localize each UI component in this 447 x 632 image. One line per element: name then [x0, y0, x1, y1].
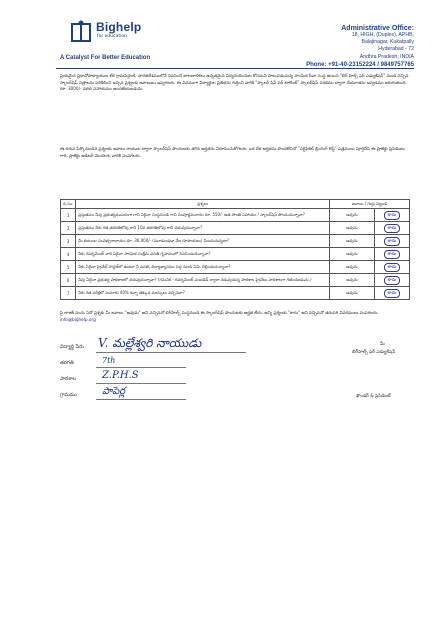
row-number: 6 [61, 274, 76, 287]
address-line: Andhra Pradesh, INDIA [359, 53, 414, 60]
row-number: 7 [61, 287, 76, 300]
handwritten-mark: కాదు [384, 211, 400, 220]
handwritten-mark: కాదు [384, 276, 400, 285]
table-row [61, 287, 410, 300]
school-line [96, 383, 186, 384]
signature-block [60, 338, 410, 408]
answer-mark-cell[interactable] [375, 222, 410, 235]
village-value[interactable]: పాపెర్ల [102, 386, 126, 397]
bighelp-logo [70, 20, 185, 60]
answer-yes: అవును [330, 274, 375, 287]
answer-mark-cell[interactable] [375, 287, 410, 300]
questionnaire-table [60, 199, 410, 300]
table-row [61, 274, 410, 287]
col-answer: జవాబు / గుర్తు పెట్టండి [330, 200, 410, 209]
handwritten-mark: కాదు [384, 224, 400, 233]
table-row [61, 209, 410, 222]
question-text: మీ కుటుంబ సంవత్సరాదాయం రూ. 36,000/- (మూడుండడా వేల రూపాయలు) మించుచున్నదా? [76, 235, 330, 248]
instruction-paragraph: ఈ దిగువ పేర్కొనబడిన ప్రశ్నలకు జవాబు రాయుట ద్వారా స్కాలర్‌షిప్ పొందుటకు తగిన అర్హతను నిరూపించుకోగలరు. ఒక వేళ అర్హతను పొందలేనిచో "సర్టిఫికెట్ బ్రింగింగ్ లెస్ట్" పత్రములు పూర్తిచేసి ఈ ప్రాజెక్టు ప్రెసిడెంటు గారి, ప్రాజెక్టు ఆడిటర్ మొదలగు వారికి పంపగలరు. [60, 146, 405, 158]
question-text: నీకు ఏదైనా ప్రైవేట్ హాస్టల్‌లో ఉంటూ నీ వసతి, విద్యాభ్యాసము పెద్ద నుండి ఏమి చెల్లించుచున్నావా? [76, 261, 330, 274]
brand-tagline: for education [97, 34, 127, 39]
book-logo-icon [70, 20, 92, 44]
village-label: గ్రామము [60, 392, 77, 398]
answer-yes: అవును [330, 261, 375, 274]
organization-name: బిగ్‌హెల్ప్ ఫర్ ఎడ్యుకేషన్ [352, 350, 396, 355]
answer-mark-cell[interactable] [375, 235, 410, 248]
row-number: 5 [61, 261, 76, 274]
table-row [61, 235, 410, 248]
answer-yes: అవును [330, 235, 375, 248]
phone-number: Phone: +91-40-23152224 / 9849757765 [306, 61, 414, 68]
student-name-label: విద్యార్థి పేరు [60, 344, 84, 350]
table-row [61, 222, 410, 235]
address-line: 18, HIGH, (Duplex), APHB, [351, 32, 414, 38]
answer-mark-cell[interactable] [375, 261, 410, 274]
office-address-block [244, 25, 414, 68]
header-divider [56, 68, 414, 69]
village-line [96, 399, 186, 400]
answer-yes: అవును [330, 287, 375, 300]
class-line [96, 367, 186, 368]
table-row [61, 261, 410, 274]
intro-paragraph: ప్రియమైన ప్రధానోపాధ్యాయుల లేక గ్రామపెద్దలకి, భారతదేశములోనే నివసించే బాలబాలికలు ఉన్నతమైన విద్యనందించుట కోసమని పాటుపడుచున్న సాంఘిక సేవా సంస్థ అయిన "బిగ్ హెల్ప్ ఫర్ ఎడ్యుకేషన్" నుండి వచ్చిన స్కాలర్‌షిప్ పత్రాలను పరిశీలించి ఇచ్చిన ప్రశ్నలకు జవాబులు ఇవ్వగలరు. ఈ విధముగా విద్యార్థుల ప్రతిభను గుర్తించి వారికి "స్కాలర్ షిప్ ఫర్ టాలెంట్" స్కాలర్‌షిప్ పథకము ద్వారా చేయూతను ఇవ్వడము జరుగుతుంది. రూ. 3000/- వరకు సహాయము అందజేయబడును. [60, 73, 409, 92]
closing-paragraph [60, 310, 412, 323]
contact-email[interactable]: info@bighelp.org [60, 316, 96, 322]
slogan: A Catalyst For Better Education [60, 55, 151, 61]
founder-title: ఫౌండర్ & ప్రెసిడెంట్ [356, 394, 391, 399]
row-number: 2 [61, 222, 76, 235]
col-question: ప్రశ్నలు [76, 200, 330, 209]
class-label: తరగతి [60, 360, 74, 366]
brand-name: Bighelp [96, 20, 142, 34]
question-text: ప్రస్తుతము నీకు గత తరగతిలోవు గాని 10వ తరగతిలోవు గాని చదువుచున్నావా? [76, 222, 330, 235]
school-value[interactable]: Z.P.H.S [102, 370, 139, 381]
question-text: నీకు గవర్నమెంట్ వారి ఏదైనా సాంఘిక సంక్షేమ వసతి గృహములో నివసించుచున్నావా? [76, 248, 330, 261]
col-no: వ.సం. [61, 200, 76, 209]
row-number: 4 [61, 248, 76, 261]
class-value[interactable]: 7th [102, 356, 116, 365]
closing-salutation: మీ [380, 342, 385, 347]
answer-mark-cell[interactable] [375, 274, 410, 287]
address-line: Balajinagar, Kukatpally [361, 39, 414, 46]
answer-yes: అవును [330, 222, 375, 235]
handwritten-mark: కాదు [384, 250, 400, 259]
table-row [61, 248, 410, 261]
handwritten-mark: కాదు [384, 237, 400, 246]
answer-yes: అవును [330, 209, 375, 222]
question-text: ప్రస్తుతము నీవు ప్రభుత్వముపరంగా గాని ఏదైనా సంస్థనుండి గాని సంపూర్ణముగాను రూ. 550/- ఉత సొంతి సహాయం / స్కాలర్‌షిప్ పొందుచున్నావా? [76, 209, 330, 222]
answer-mark-cell[interactable] [375, 209, 410, 222]
row-number: 1 [61, 209, 76, 222]
question-text: నీవు ఏదైనా ప్రభుత్వ పాఠశాలలో చదువుచున్నావా? (గమనిక - గవర్నమెంట్ ఎయిడెడ్ ద్వారా నడుపుచున్న పాఠశాల ప్రైవేటు పాఠశాలగా గణించబడును.) [76, 274, 330, 287]
question-text: నీకు గత పరీక్షలో సుమారు 40% కన్నా తక్కువ మార్కులు వచ్చినవా? [76, 287, 330, 300]
answer-yes: అవును [330, 248, 375, 261]
student-name-line [96, 352, 246, 353]
student-name-value[interactable]: V. మల్లేశ్వరి నాయుడు [98, 336, 202, 350]
office-title: Administrative Office: [341, 25, 414, 32]
school-label: పాఠశాల [60, 376, 77, 382]
handwritten-mark: కాదు [384, 289, 400, 298]
row-number: 3 [61, 235, 76, 248]
address-line: Hyderabad - 72 [378, 46, 414, 53]
closing-text: పై లాజిక్ నందు ఏదో ప్రశ్నకు మీ జవాబు "అవును" అని వచ్చినచో బిగ్‌హెల్ప్ సంస్థనుండి ఈ స్కాలర్‌షిప్ పొందుటకు అర్హత లేదు. అన్ని ప్రశ్నలకు "కాదు" అని వచ్చినచో తదుపరి వివరములు పంపగలరు. [60, 310, 379, 315]
table-header-row [61, 200, 410, 209]
answer-mark-cell[interactable] [375, 248, 410, 261]
handwritten-mark: కాదు [384, 263, 400, 272]
